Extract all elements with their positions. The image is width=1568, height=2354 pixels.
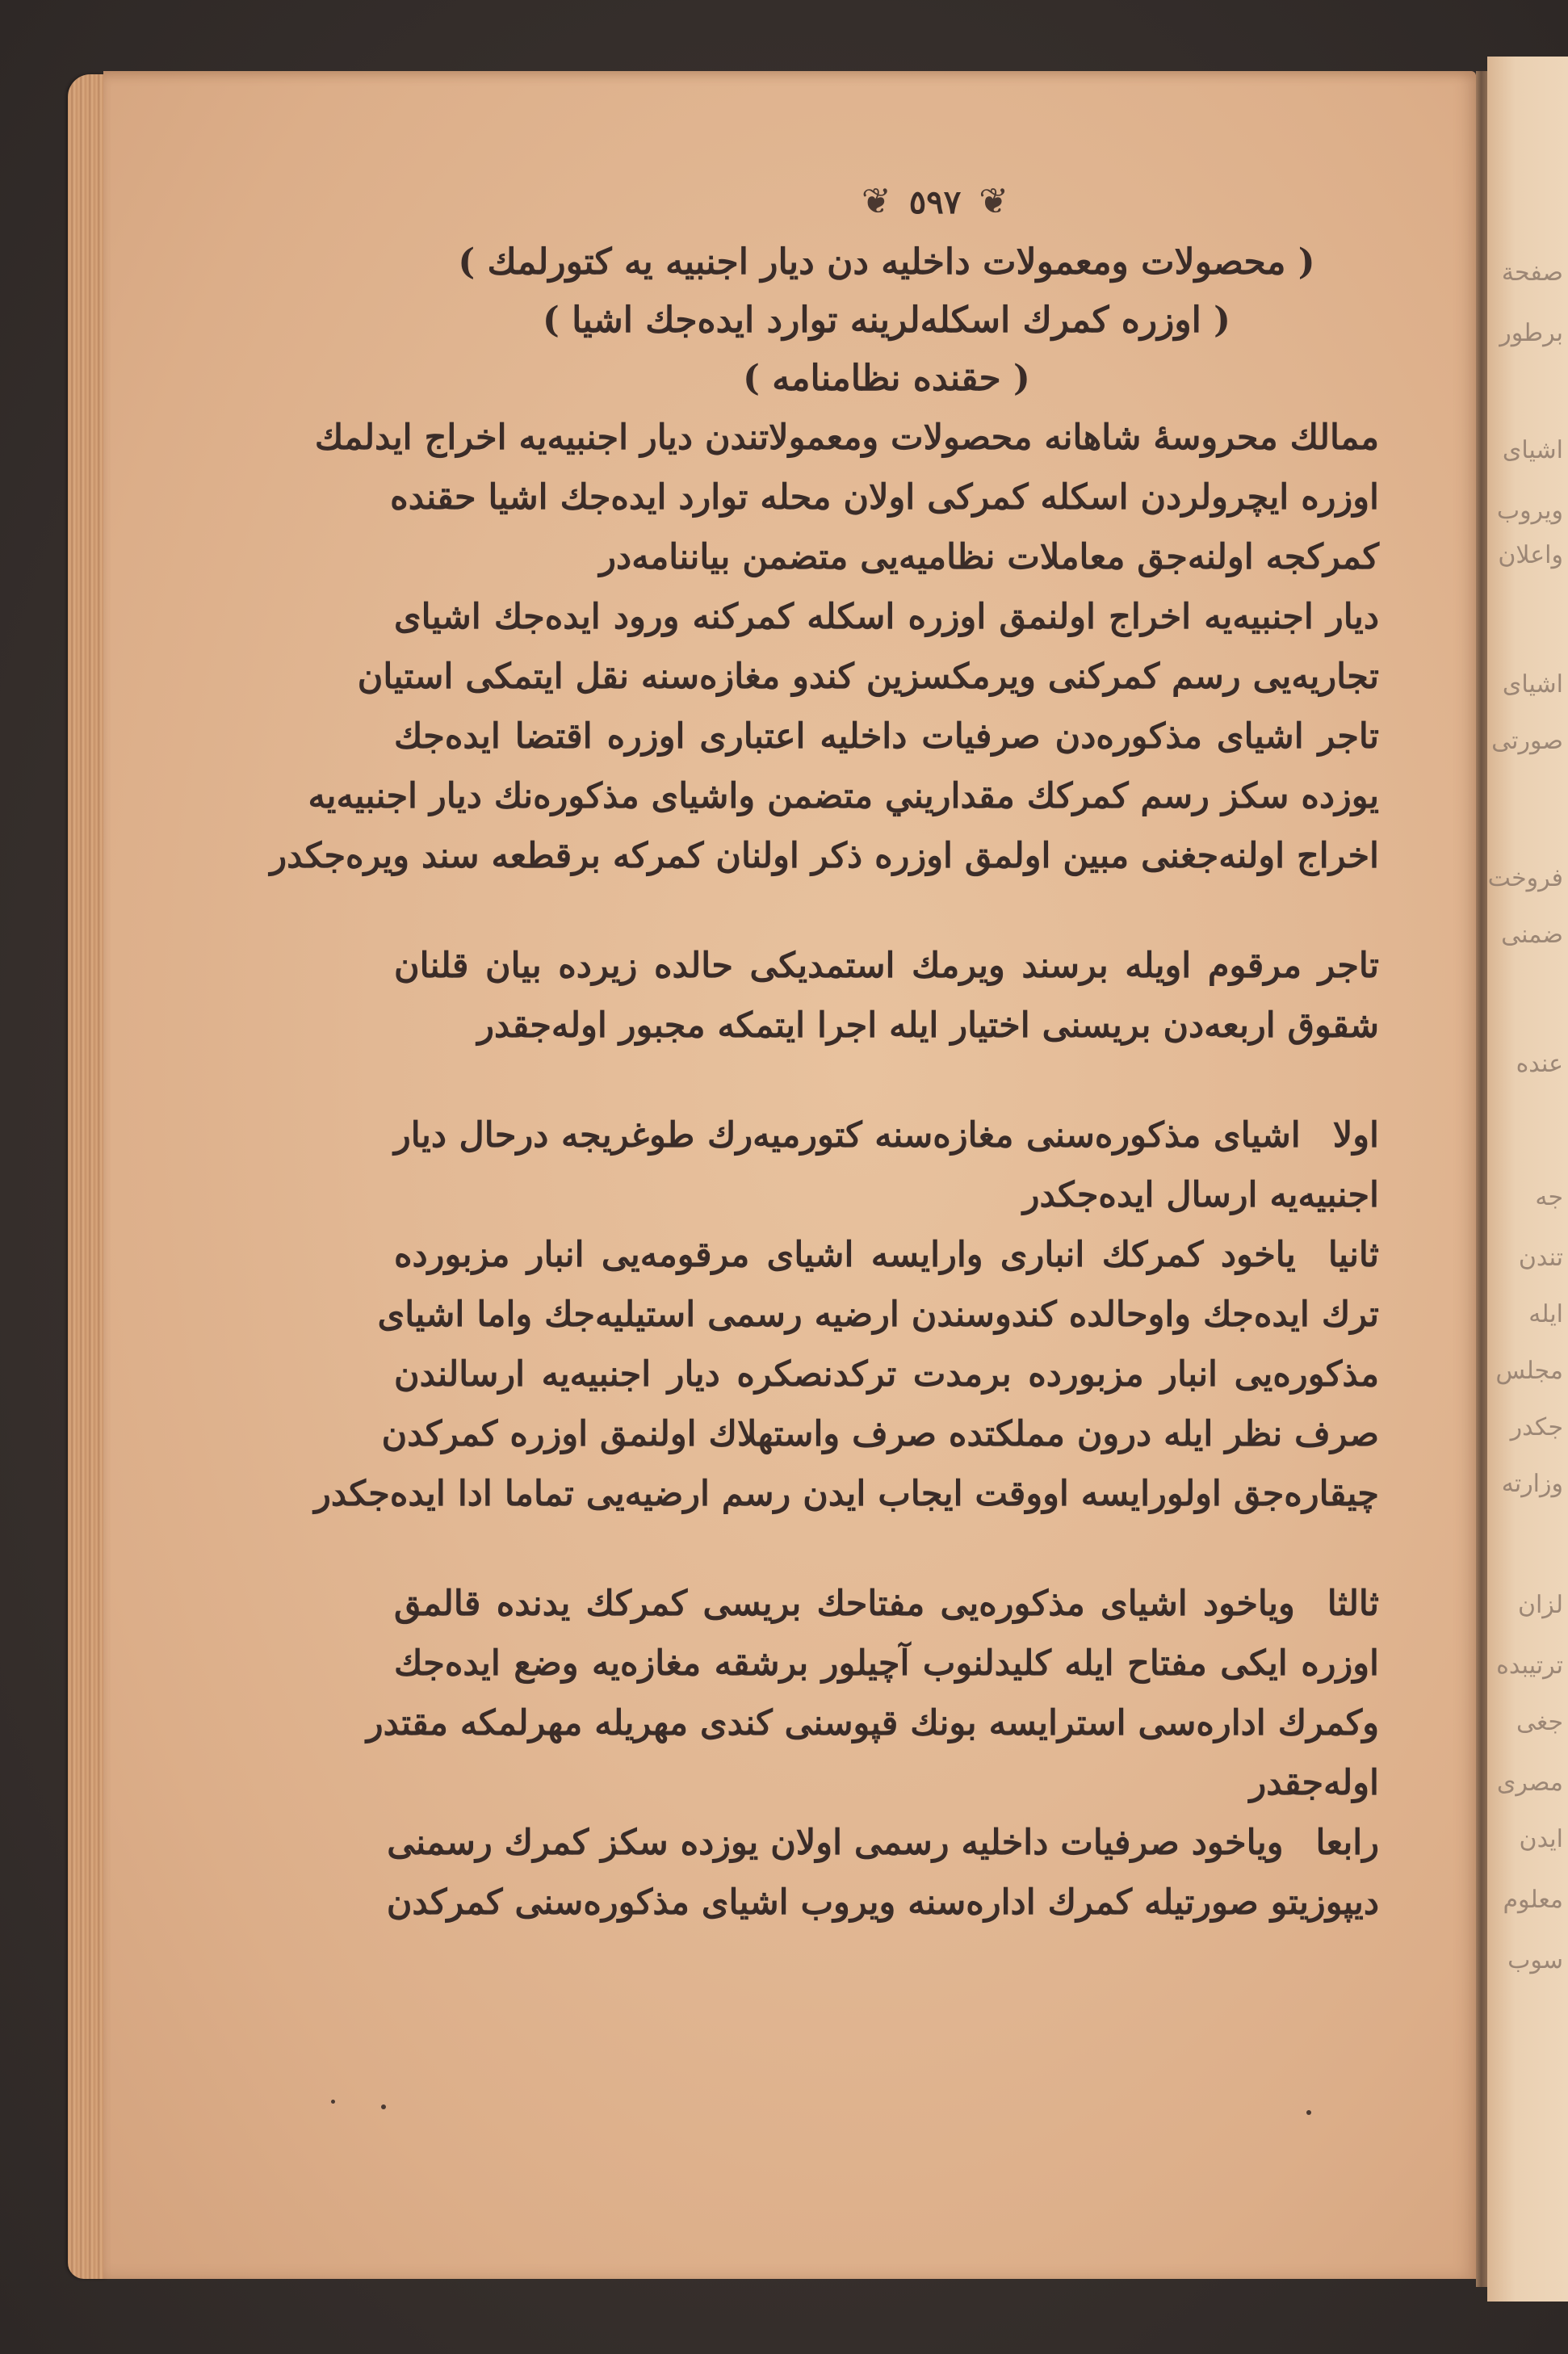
clause-first (394, 1106, 1379, 1225)
title-line: ( حقنده نظامنامه ) (743, 358, 1030, 399)
text-line: اشیای مذکوره‌سنی مغازه‌سنه کتورمیه‌رك طوغریجه درحال دیار (394, 1115, 1301, 1156)
adjacent-page-fragment: تندن (1518, 1244, 1563, 1272)
text-line: اخراج اولنه‌جغنی مبین اولمق اوزره ذکر اولنان کمرکه برقطعه سند ویره‌جکدر (270, 836, 1379, 876)
text-line: ویاخود صرفیات داخلیه رسمی اولان یوزده سکز کمرك رسمنی (387, 1823, 1284, 1863)
title-line: ( اوزره کمرك اسکله‌لرینه توارد ایده‌جك اشیا ) (543, 300, 1231, 341)
text-line: اجنبیه‌یه ارسال ایده‌جکدر (1022, 1175, 1379, 1215)
adjacent-page-strip (1487, 57, 1568, 2302)
adjacent-page-fragment: ضمنی (1501, 921, 1563, 949)
text-line: یاخود کمرکك انباری وارایسه اشیای مرقومه‌یی انبار مزبورده (394, 1235, 1296, 1275)
adjacent-page-fragment: مجلس (1495, 1357, 1563, 1385)
text-line: صرف نظر ایله درون مملکتده صرف واستهلاك اولنمق اوزره کمرکدن (381, 1414, 1379, 1454)
adjacent-page-fragment: لزان (1517, 1591, 1563, 1619)
page-stack-edge (68, 74, 107, 2279)
fleuron-ornament-icon: ❦ (979, 181, 1009, 222)
text-line: تجاریه‌یی رسم کمرکنی ویرمکسزین کندو مغازه‌سنه نقل ایتمکی استیان (357, 657, 1379, 697)
paragraph-1 (270, 587, 1379, 886)
clause-label: ثالثا (1327, 1584, 1379, 1624)
adjacent-page-fragment: برطور (1499, 319, 1563, 347)
adjacent-page-fragment: سوب (1507, 1946, 1563, 1974)
adjacent-page-fragment: جغی (1516, 1708, 1563, 1736)
text-line: تاجر مرقوم اویله برسند ویرمك استمدیکی حالده زیرده بیان قلنان (394, 946, 1379, 986)
adjacent-page-fragment: صفحة (1501, 258, 1563, 287)
text-line: وکمرك اداره‌سی استرایسه بونك قپوسنی کندی مهریله مهرلمکه مقتدر (366, 1703, 1379, 1743)
adjacent-page-fragment: مصری (1496, 1769, 1563, 1797)
text-line: ترك ایده‌جك واوحالده کندوسندن ارضیه رسمی استیلیه‌جك واما اشیای (377, 1294, 1379, 1335)
adjacent-page-fragment: ویروب (1496, 497, 1563, 525)
text-line: دیپوزیتو صورتیله کمرك اداره‌سنه ویروب اشیای مذکوره‌سنی کمرکدن (386, 1882, 1379, 1923)
text-line: چیقاره‌جق اولورایسه اووقت ایجاب ایدن رسم ارضیه‌یی تماما ادا ایده‌جکدر (314, 1474, 1379, 1514)
paragraph-2 (394, 936, 1379, 1055)
fleuron-ornament-icon: ❦ (861, 181, 891, 222)
adjacent-page-fragment: فروخت (1487, 864, 1563, 892)
adjacent-page-fragment: معلوم (1503, 1886, 1563, 1914)
adjacent-page-fragment: ترتیبده (1496, 1651, 1563, 1680)
adjacent-page-fragment: ایله (1528, 1300, 1563, 1328)
clause-label: اولا (1332, 1115, 1379, 1156)
clause-fourth (386, 1813, 1379, 1932)
text-line: اوله‌جقدر (1249, 1763, 1379, 1803)
text-line: اوزره ایکی مفتاح ایله کلیدلنوب آچیلور برشقه مغازه‌یه وضع ایده‌جك (394, 1643, 1379, 1684)
ink-speck (331, 2100, 335, 2104)
text-line: دیار اجنبیه‌یه اخراج اولنمق اوزره اسکله کمرکنه ورود ایده‌جك اشیای (394, 597, 1379, 637)
text-line: ممالك محروسهٔ شاهانه محصولات ومعمولاتندن دیار اجنبیه‌یه اخراج ایدلمك (314, 418, 1379, 458)
clause-label: ثانیا (1327, 1235, 1379, 1275)
adjacent-page-fragment: جکدر (1510, 1413, 1563, 1441)
text-line: کمرکجه اولنه‌جق معاملات نظامیه‌یی متضمن بیاننامه‌در (599, 537, 1379, 577)
page-number: ٥٩٧ (908, 183, 962, 221)
clause-label: رابعا (1315, 1823, 1379, 1863)
intro-paragraph (314, 408, 1379, 587)
adjacent-page-fragment: جه (1535, 1183, 1563, 1211)
text-line: اوزره ایچرولردن اسکله کمرکی اولان محله توارد ایده‌جك اشیا حقنده (390, 477, 1379, 518)
text-line: تاجر اشیای مذکوره‌دن صرفیات داخلیه اعتباری اوزره اقتضا ایده‌جك (394, 716, 1379, 757)
ink-speck (381, 2104, 386, 2109)
text-line: شقوق اربعه‌دن بریسنی اختیار ایله اجرا ایتمکه مجبور اوله‌جقدر (477, 1005, 1379, 1046)
adjacent-page-fragment: واعلان (1498, 541, 1563, 569)
clause-third (366, 1574, 1379, 1813)
adjacent-page-fragment: اشیای (1502, 670, 1563, 699)
text-line: ویاخود اشیای مذکوره‌یی مفتاحك بریسی کمرکك یدنده قالمق (394, 1584, 1295, 1624)
text-line: مذکوره‌یی انبار مزبورده برمدت ترکدنصکره دیار اجنبیه‌یه ارسالندن (394, 1354, 1379, 1395)
adjacent-page-fragment: اشیای (1502, 436, 1563, 464)
adjacent-page-fragment: وزارته (1501, 1470, 1563, 1498)
adjacent-page-fragment: صورتی (1491, 727, 1563, 755)
page-text-block (270, 174, 1379, 1932)
adjacent-page-fragment: عنده (1516, 1050, 1563, 1078)
adjacent-page-fragment: ایدن (1519, 1825, 1563, 1853)
page-header (491, 174, 1379, 230)
text-line: یوزده سکز رسم کمرکك مقداریني متضمن واشیای مذکوره‌نك دیار اجنبیه‌یه (308, 776, 1379, 816)
book-gutter (1476, 71, 1487, 2287)
ink-speck (1306, 2110, 1311, 2115)
clause-second (314, 1225, 1379, 1524)
title-line: ( محصولات ومعمولات داخلیه دن دیار اجنبیه یه کتورلمك ) (458, 241, 1315, 283)
